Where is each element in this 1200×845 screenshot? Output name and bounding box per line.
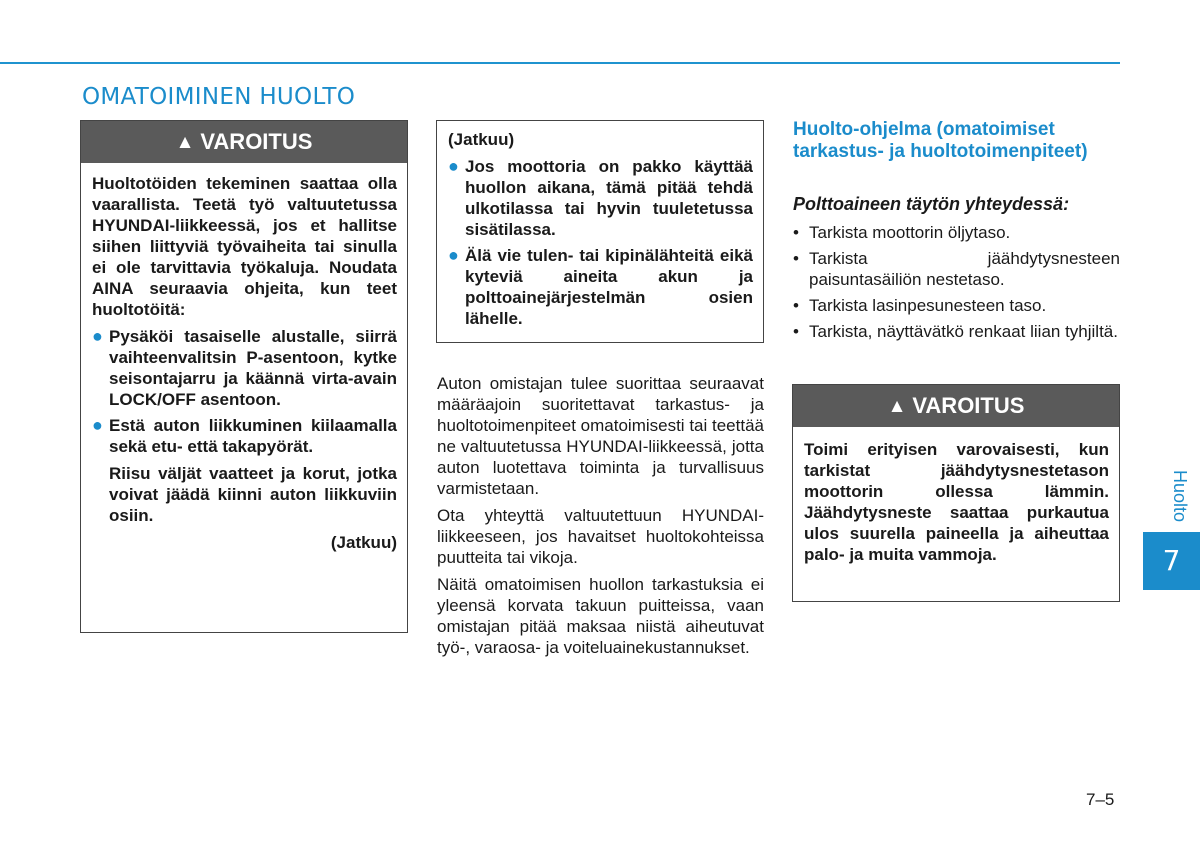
list-item: ● Älä vie tulen- tai kipinälähteitä eikä kyteviä aineita akun ja polttoainejärjestelmän osien lähelle. — [448, 245, 753, 328]
schedule-title: Huolto-ohjelma (omatoimiset tarkastus- ja huoltotoimenpiteet) — [793, 119, 1088, 162]
continued-heading: (Jatkuu) — [448, 130, 515, 149]
continued-body — [437, 121, 763, 342]
list-item: ● Estä auton liikkuminen kiilaamalla sekä etu- että takapyörät. — [92, 415, 397, 456]
list-item: ● Pysäköi tasaiselle alustalle, siirrä vaihteenvalitsin P-asentoon, kytke seisontajarru ja käännä virta-avain LOCK/OFF asentoon. — [92, 326, 397, 409]
warning-box-1 — [80, 120, 408, 633]
list-item: • Tarkista, näyttävätkö renkaat liian tyhjiltä. — [793, 322, 1118, 341]
paragraph: Näitä omatoimisen huollon tarkastuksia ei yleensä korvata takuun puitteissa, vaan omistajan pitää maksaa niistä aiheutuvat työ-, varaosa- ja voiteluainekustannukset. — [437, 575, 764, 657]
continued-bullet-list — [448, 156, 753, 329]
warning-body — [81, 163, 407, 561]
list-item: • Tarkista jäähdytysnesteen paisuntasäiliön nestetaso. — [793, 249, 1120, 289]
warning-header — [81, 121, 407, 163]
paragraph: Auton omistajan tulee suorittaa seuraavat määräajoin suoritettavat tarkastus- ja huoltotoimenpiteet omatoimisesti tai teettää ne valtuutetussa HYUNDAI-liikkeessä, jotta auton luotettava toiminta ja turvallisuus varmistetaan. — [437, 374, 764, 498]
warning-triangle-icon: ▲ — [175, 132, 195, 153]
bullet-dot-icon: ● — [448, 245, 459, 265]
warning-heading: VAROITUS — [200, 129, 313, 154]
side-tab-label: Huolto — [1170, 470, 1190, 523]
bullet-icon: • — [793, 296, 799, 315]
schedule-list — [793, 222, 1120, 347]
warning-triangle-icon: ▲ — [887, 396, 907, 417]
warning-text: Toimi erityisen varovaisesti, kun tarkistat jäähdytysnestetason moottorin ollessa lämmin. Jäähdytysneste saattaa purkautua ulos suurella paineella ja aiheuttaa palo- ja muita vammoja. — [804, 440, 1109, 564]
warning-intro: Huoltotöiden tekeminen saattaa olla vaarallista. Teetä työ valtuutetussa HYUNDAI-liikkeessä, jos et hallitse siihen liittyviä työvaiheita tai sinulla ei ole tarvittavia työkaluja. Noudata AINA seuraavia ohjeita, kun teet huoltotöitä: — [92, 174, 397, 319]
continued-box — [436, 120, 764, 343]
chapter-tab: 7 — [1143, 532, 1200, 590]
list-item: • Tarkista lasinpesunesteen taso. — [793, 296, 1047, 315]
middle-text — [437, 373, 764, 664]
warning-bullet-list — [92, 326, 397, 457]
warning-box-2 — [792, 384, 1120, 602]
page-number: 7–5 — [1086, 790, 1115, 809]
warning-extra: Riisu väljät vaatteet ja korut, jotka voivat jäädä kiinni auton liikkuviin osiin. — [109, 464, 397, 525]
section-title: OMATOIMINEN HUOLTO — [82, 84, 356, 110]
top-rule — [0, 62, 1120, 64]
bullet-icon: • — [793, 249, 799, 268]
paragraph: Ota yhteyttä valtuutettuun HYUNDAI-liikkeeseen, jos havaitset huoltokohteissa puutteita tai vikoja. — [437, 506, 764, 567]
list-item: ● Jos moottoria on pakko käyttää huollon aikana, tämä pitää tehdä ulkotilassa tai hyvin tuuletetussa sisätilassa. — [448, 156, 753, 239]
warning-header — [793, 385, 1119, 427]
bullet-dot-icon: ● — [92, 326, 103, 346]
list-item: • Tarkista moottorin öljytaso. — [793, 223, 1011, 242]
bullet-icon: • — [793, 322, 799, 341]
warning-heading: VAROITUS — [912, 393, 1025, 418]
bullet-dot-icon: ● — [448, 156, 459, 176]
bullet-dot-icon: ● — [92, 415, 103, 435]
bullet-icon: • — [793, 223, 799, 242]
continued-note: (Jatkuu) — [330, 533, 397, 552]
schedule-subtitle: Polttoaineen täytön yhteydessä: — [793, 194, 1070, 214]
